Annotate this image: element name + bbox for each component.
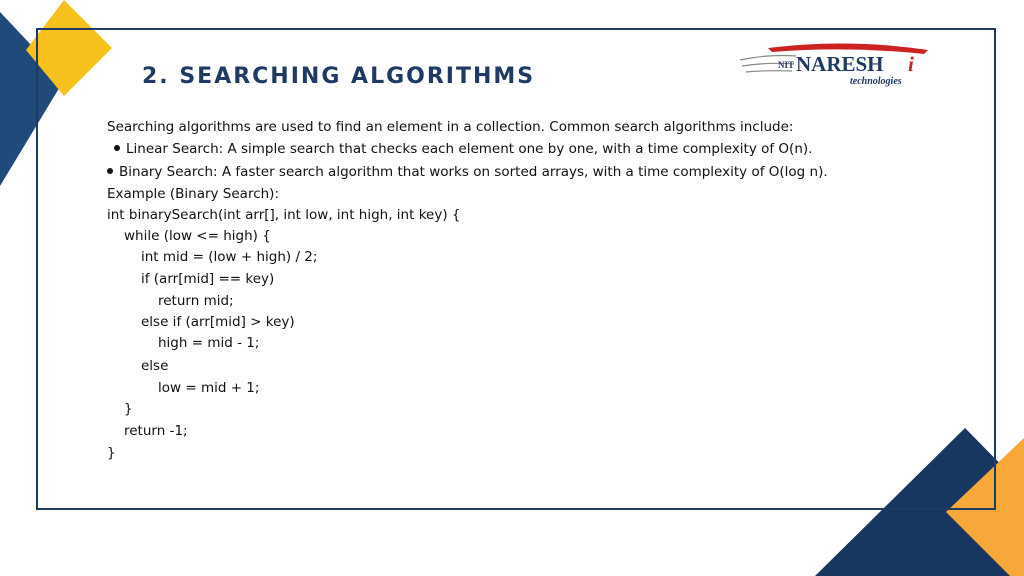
code-line: int mid = (low + high) / 2; [141, 249, 318, 265]
code-line: int binarySearch(int arr[], int low, int high, int key) { [107, 207, 461, 223]
bullet-dot [114, 145, 120, 151]
bullet-dot [107, 168, 113, 174]
bullet-binary-search [107, 163, 828, 181]
svg-text:NIT: NIT [778, 60, 795, 70]
bullet-text: Binary Search: A faster search algorithm that works on sorted arrays, with a time complexity of O(log n). [119, 164, 828, 180]
code-line: high = mid - 1; [158, 335, 260, 351]
code-line: while (low <= high) { [124, 228, 271, 244]
code-line: if (arr[mid] == key) [141, 271, 275, 287]
code-line: return mid; [158, 293, 234, 309]
example-heading: Example (Binary Search): [107, 186, 279, 202]
svg-text:technologies: technologies [850, 76, 902, 87]
code-line: low = mid + 1; [158, 380, 260, 396]
svg-text:NARESH: NARESH [796, 52, 884, 76]
intro-text: Searching algorithms are used to find an element in a collection. Common search algorithms include: [107, 119, 794, 135]
slide-title: 2. SEARCHING ALGORITHMS [142, 64, 536, 89]
code-line: } [124, 401, 133, 417]
code-line: return -1; [124, 423, 188, 439]
bullet-linear-search [114, 140, 812, 158]
naresh-technologies-logo [738, 40, 932, 90]
svg-text:i: i [908, 52, 914, 76]
code-line: else if (arr[mid] > key) [141, 314, 295, 330]
bullet-text: Linear Search: A simple search that checks each element one by one, with a time complexity of O(n). [126, 141, 813, 157]
code-line: else [141, 358, 169, 374]
code-line: } [107, 445, 116, 461]
